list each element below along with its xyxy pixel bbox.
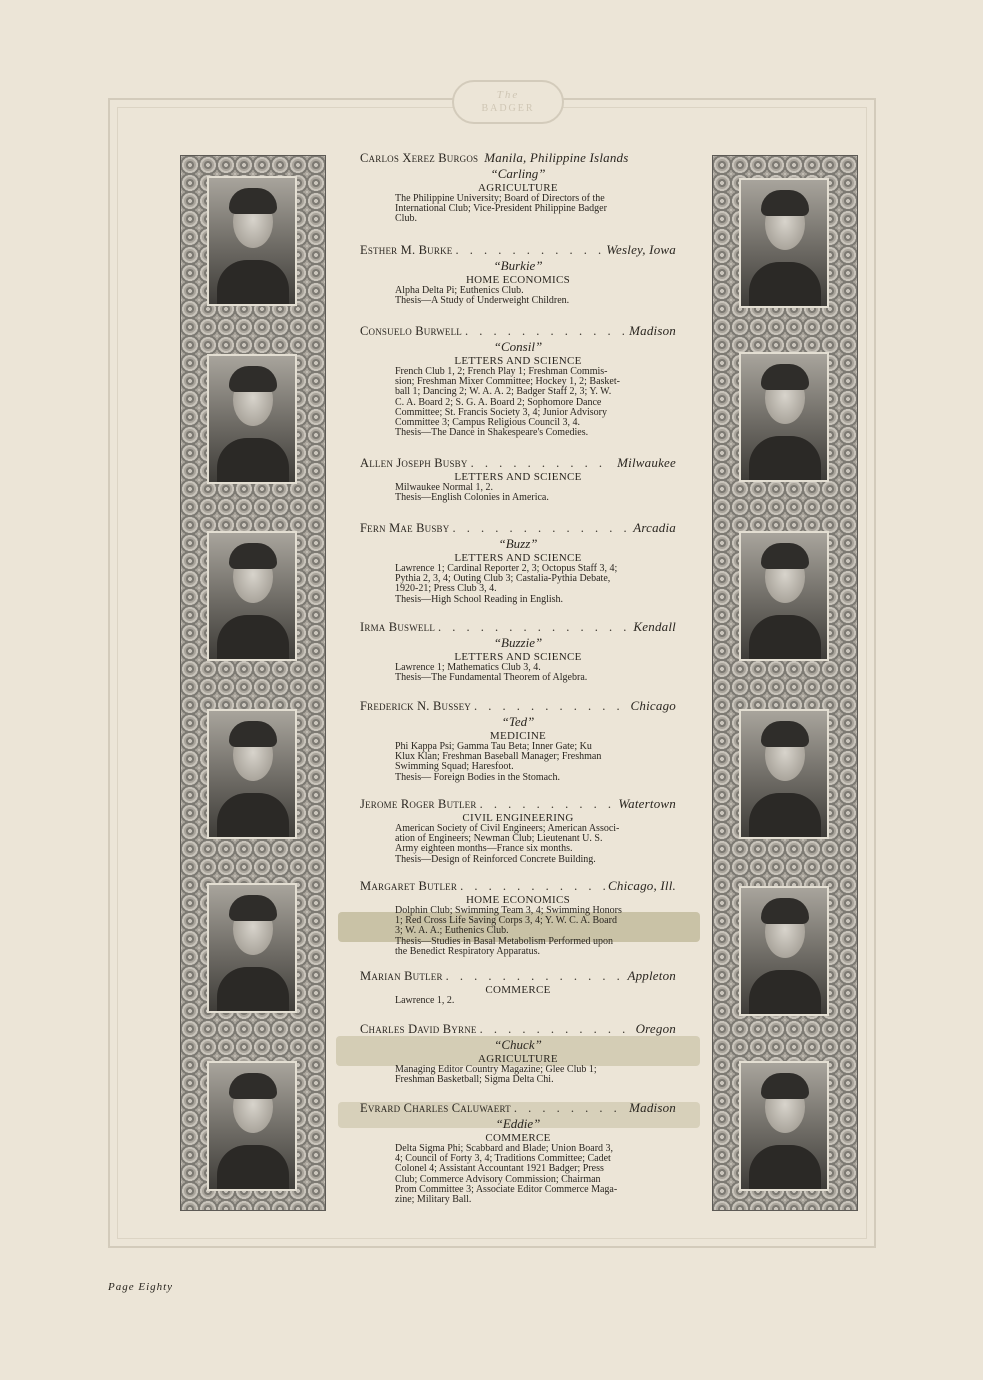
activity-line: Thesis—High School Reading in English. — [395, 593, 564, 605]
portrait-photo — [207, 354, 297, 484]
student-college: COMMERCE — [485, 1132, 551, 1144]
activity-line: Managing Editor Country Magazine; Glee Club 1; — [395, 1064, 597, 1075]
student-hometown: Arcadia — [633, 520, 676, 535]
portrait-photo — [739, 178, 829, 308]
activity-line: International Club; Vice-President Philippine Badger — [395, 203, 607, 215]
student-nickname: “Burkie” — [493, 258, 543, 273]
activity-line: ation of Engineers; Newman Club; Lieutenant U. S. — [395, 833, 603, 845]
activity-line: French Club 1, 2; French Play 1; Freshman Commis- — [395, 366, 608, 377]
leader-dots — [460, 879, 605, 894]
student-hometown: Kendall — [633, 619, 676, 634]
student-hometown: Manila, Philippine Islands — [484, 150, 629, 165]
student-entry — [360, 796, 676, 865]
activity-line: The Philippine University; Board of Directors of the — [395, 193, 605, 204]
activity-line: sion; Freshman Mixer Committee; Hockey 1, 2; Basket- — [395, 376, 620, 388]
activity-line: C. A. Board 2; S. G. A. Board 2; Sophomore Dance — [395, 396, 602, 408]
leader-dots — [452, 521, 630, 536]
student-entry — [360, 520, 676, 605]
student-nickname: “Eddie” — [495, 1116, 541, 1131]
activity-line: Thesis—English Colonies in America. — [395, 492, 549, 504]
student-activities — [395, 996, 676, 1006]
activity-line: Committee; St. Francis Society 3, 4; Junior Advisory — [395, 406, 607, 418]
activity-line: zine; Military Ball. — [395, 1194, 472, 1206]
leader-dots — [446, 969, 625, 984]
activity-line: Thesis—Design of Reinforced Concrete Building. — [395, 853, 596, 865]
activity-line: Army eighteen months—France six months. — [395, 843, 573, 855]
activity-line: Delta Sigma Phi; Scabbard and Blade; Union Board 3, — [395, 1143, 614, 1154]
student-hometown: Wesley, Iowa — [606, 242, 676, 257]
activity-line: Club; Commerce Advisory Commission; Chairman — [395, 1173, 601, 1185]
student-activities — [395, 1144, 676, 1205]
student-name: Evrard Charles Caluwaert — [360, 1101, 511, 1115]
leader-dots — [455, 243, 603, 258]
student-college: LETTERS AND SCIENCE — [454, 471, 582, 483]
student-name: Marian Butler — [360, 969, 443, 983]
right-photo-column — [712, 155, 858, 1211]
activity-line: Prom Committee 3; Associate Editor Commerce Maga- — [395, 1183, 618, 1195]
activity-line: ball 1; Dancing 2; W. A. A. 2; Badger Staff 2, 3; Y. W. — [395, 386, 612, 398]
student-entry — [360, 698, 676, 783]
activity-line: Thesis—Studies in Basal Metabolism Performed upon — [395, 935, 614, 947]
portrait-photo — [207, 883, 297, 1013]
student-name: Margaret Butler — [360, 879, 458, 893]
activity-line: Pythia 2, 3, 4; Outing Club 3; Castalia-Pythia Debate, — [395, 573, 611, 585]
student-college: LETTERS AND SCIENCE — [454, 552, 582, 564]
activity-line: Thesis—A Study of Underweight Children. — [395, 295, 570, 307]
portrait-photo — [207, 1061, 297, 1191]
leader-dots — [438, 620, 630, 635]
student-entry — [360, 1021, 676, 1085]
student-hometown: Madison — [629, 1100, 676, 1115]
activity-line: Thesis— Foreign Bodies in the Stomach. — [395, 771, 560, 783]
student-name: Charles David Byrne — [360, 1022, 477, 1036]
student-nickname: “Chuck” — [494, 1037, 542, 1052]
student-name: Frederick N. Bussey — [360, 699, 471, 713]
student-hometown: Chicago, Ill. — [608, 878, 676, 893]
student-college: LETTERS AND SCIENCE — [454, 651, 582, 663]
portrait-photo — [739, 709, 829, 839]
student-hometown: Watertown — [618, 796, 676, 811]
activity-line: Alpha Delta Pi; Euthenics Club. — [395, 285, 524, 296]
student-college: LETTERS AND SCIENCE — [454, 355, 582, 367]
student-name: Fern Mae Busby — [360, 521, 450, 535]
activity-line: Swimming Squad; Haresfoot. — [395, 761, 514, 773]
portrait-photo — [207, 531, 297, 661]
leader-dots — [514, 1101, 626, 1116]
student-entry — [360, 150, 676, 225]
student-college: HOME ECONOMICS — [465, 894, 571, 906]
activity-line: Thesis—The Fundamental Theorem of Algebra. — [395, 672, 588, 684]
student-activities — [395, 742, 676, 783]
leader-dots — [480, 1022, 633, 1037]
student-nickname: “Carling” — [490, 166, 546, 181]
activity-line: Lawrence 1, 2. — [395, 995, 455, 1006]
student-entry — [360, 619, 676, 683]
student-hometown: Madison — [629, 323, 676, 338]
student-activities — [395, 483, 676, 503]
student-college: AGRICULTURE — [478, 1053, 558, 1065]
activity-line: Colonel 4; Assistant Accountant 1921 Badger; Press — [395, 1163, 604, 1175]
activity-line: Klux Klan; Freshman Baseball Manager; Freshman — [395, 751, 602, 763]
student-name: Jerome Roger Butler — [360, 797, 477, 811]
student-college: AGRICULTURE — [478, 182, 558, 194]
activity-line: 4; Council of Forty 3, 4; Traditions Committee; Cadet — [395, 1153, 611, 1165]
student-hometown: Oregon — [635, 1021, 676, 1036]
crest-the: The — [496, 89, 520, 101]
leader-dots — [471, 456, 615, 471]
portrait-photo — [739, 531, 829, 661]
activity-line: American Society of Civil Engineers; American Associ- — [395, 823, 620, 834]
badger-crest — [452, 80, 564, 124]
portrait-photo — [207, 176, 297, 306]
student-activities — [395, 286, 676, 306]
student-name: Allen Joseph Busby — [360, 456, 468, 470]
page-number: Page Eighty — [108, 1281, 174, 1293]
student-entry — [360, 968, 676, 1006]
student-name: Esther M. Burke — [360, 243, 453, 257]
leader-dots — [465, 324, 626, 339]
student-entry — [360, 878, 676, 957]
portrait-photo — [207, 709, 297, 839]
activity-line: 1; Red Cross Life Saving Corps 3, 4; Y. W. C. A. Board — [395, 915, 617, 927]
student-hometown: Appleton — [627, 968, 676, 983]
student-activities — [395, 906, 676, 957]
activity-line: Milwaukee Normal 1, 2. — [395, 482, 494, 493]
left-photo-column — [180, 155, 326, 1211]
student-nickname: “Ted” — [501, 714, 535, 729]
activity-line: the Benedict Respiratory Apparatus. — [395, 945, 540, 957]
activity-line: 3; W. A. A.; Euthenics Club. — [395, 925, 509, 937]
student-entry — [360, 323, 676, 438]
activity-line: Dolphin Club; Swimming Team 3, 4; Swimming Honors — [395, 905, 622, 916]
student-entry — [360, 455, 676, 503]
student-nickname: “Buzz” — [498, 536, 538, 551]
student-activities — [395, 824, 676, 865]
activity-line: Lawrence 1; Cardinal Reporter 2, 3; Octopus Staff 3, 4; — [395, 563, 618, 574]
crest-title: BADGER — [481, 103, 535, 114]
student-name: Carlos Xerez Burgos — [360, 151, 479, 165]
student-name: Consuelo Burwell — [360, 324, 462, 338]
portrait-photo — [739, 1061, 829, 1191]
activity-line: 1920-21; Press Club 3, 4. — [395, 583, 497, 595]
activity-line: Lawrence 1; Mathematics Club 3, 4. — [395, 662, 541, 673]
student-entry — [360, 242, 676, 306]
student-name: Irma Buswell — [360, 620, 436, 634]
student-college: HOME ECONOMICS — [465, 274, 571, 286]
leader-dots — [474, 699, 628, 714]
activity-line: Freshman Basketball; Sigma Delta Chi. — [395, 1074, 554, 1086]
student-activities — [395, 194, 676, 225]
student-nickname: “Buzzie” — [493, 635, 543, 650]
student-activities — [395, 367, 676, 438]
leader-dots — [480, 797, 616, 812]
student-hometown: Milwaukee — [617, 455, 676, 470]
activity-line: Committee 3; Campus Religious Council 3, 4. — [395, 417, 580, 429]
activity-line: Thesis—The Dance in Shakespeare's Comedies. — [395, 427, 589, 439]
student-college: CIVIL ENGINEERING — [462, 812, 574, 824]
student-college: COMMERCE — [485, 984, 551, 996]
portrait-photo — [739, 352, 829, 482]
student-activities — [395, 564, 676, 605]
student-college: MEDICINE — [489, 730, 547, 742]
student-activities — [395, 663, 676, 683]
student-activities — [395, 1065, 676, 1085]
student-hometown: Chicago — [630, 698, 676, 713]
portrait-photo — [739, 886, 829, 1016]
student-nickname: “Consil” — [493, 339, 543, 354]
activity-line: Phi Kappa Psi; Gamma Tau Beta; Inner Gate; Ku — [395, 741, 592, 752]
student-entry — [360, 1100, 676, 1205]
activity-line: Club. — [395, 213, 417, 225]
